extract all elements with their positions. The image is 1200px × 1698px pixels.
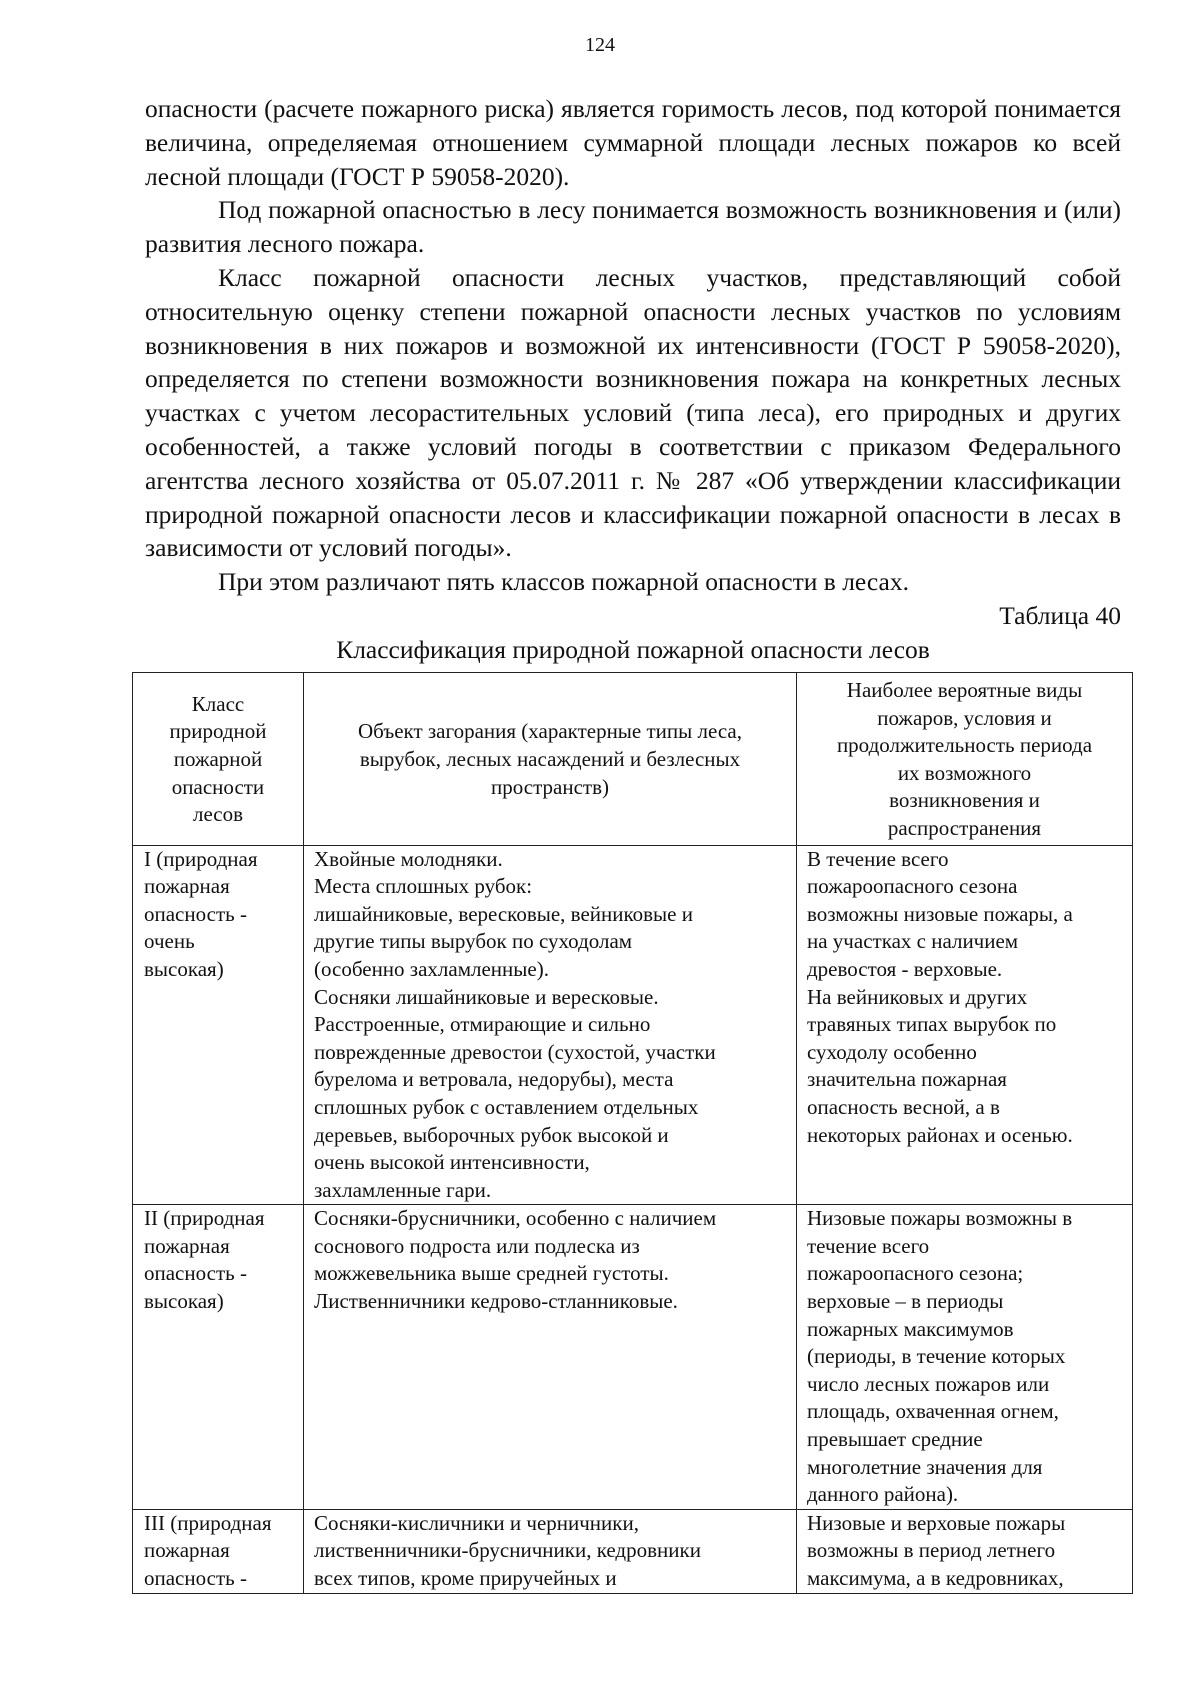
- cell-line: Сосняки-брусничники, особенно с наличием: [314, 1206, 717, 1231]
- cell-line: I (природная: [144, 846, 258, 871]
- cell-line: лишайниковые, вересковые, вейниковые и: [314, 901, 693, 926]
- cell-line: опасность -: [144, 901, 247, 926]
- cell-line: пожарная: [144, 874, 230, 899]
- class-cell: [133, 1205, 304, 1510]
- header-line: вырубок, лесных насаждений и безлесных: [359, 746, 741, 771]
- fires-cell: [797, 845, 1133, 1205]
- cell-line: Сосняки лишайниковые и вересковые.: [314, 984, 659, 1009]
- cell-line: течение всего: [807, 1233, 930, 1258]
- cell-line: максимума, а в кедровниках,: [807, 1566, 1064, 1590]
- cell-line: некоторых районах и осенью.: [807, 1122, 1073, 1147]
- table-row: [133, 845, 1133, 1205]
- cell-line: II (природная: [144, 1206, 265, 1231]
- cell-line: на участках с наличием: [807, 929, 1019, 954]
- table-row: [133, 1509, 1133, 1593]
- cell-line: превышает средние: [807, 1427, 983, 1452]
- paragraph: Под пожарной опасностью в лесу понимается возможность возникновения и (или) развития лесного пожара.: [145, 195, 1121, 259]
- cell-line: древостоя - верховые.: [807, 956, 1003, 981]
- cell-line: всех типов, кроме приручейных и: [314, 1566, 617, 1590]
- cell-line: высокая): [144, 1289, 224, 1314]
- paragraph: опасности (расчете пожарного риска) является горимость лесов, под которой понимается величина, определяемая отношением суммарной площади лесных пожаров ко всей лесной площади (ГОСТ Р 59058-2020).: [145, 94, 1121, 191]
- fires-cell: [797, 1205, 1133, 1510]
- cell-line: верховые – в периоды: [807, 1289, 1004, 1314]
- header-line: их возможного: [897, 760, 1032, 785]
- cell-line: пожароопасного сезона: [807, 874, 1018, 899]
- cell-line: возможны низовые пожары, а: [807, 901, 1073, 926]
- cell-line: данного района).: [807, 1482, 959, 1507]
- cell-line: пожарных максимумов: [807, 1316, 1014, 1341]
- header-line: опасности: [171, 774, 265, 799]
- classification-table: [132, 672, 1133, 1594]
- cell-line: значительна пожарная: [807, 1067, 1007, 1092]
- cell-line: многолетние значения для: [807, 1454, 1043, 1479]
- cell-line: (периоды, в течение которых: [807, 1344, 1066, 1369]
- cell-line: Сосняки-кисличники и черничники,: [314, 1510, 639, 1535]
- body-text: [145, 92, 1121, 667]
- object-cell: [304, 845, 797, 1205]
- cell-line: пожарная: [144, 1233, 230, 1258]
- paragraph: Класс пожарной опасности лесных участков, представляющий собой относительную оценку степени пожарной опасности лесных участков по условиям возникновения в них пожаров и возможной их интенсивности (ГОСТ Р 59058-2020), определяется по степени возможности возникновения пожара на конкретных лесных участках с учетом лесорастительных условий (типа леса), его природных и других особенностей, а также условий погоды в соответствии с приказом Федерального агентства лесного хозяйства от 05.07.2011 г. № 287 «Об утверждении классификации природной пожарной опасности лесов и классификации пожарной опасности в лесах в зависимости от условий погоды».: [145, 262, 1121, 563]
- header-line: распространения: [887, 815, 1042, 840]
- cell-line: бурелома и ветровала, недорубы), места: [314, 1067, 674, 1092]
- header-line: продолжительность периода: [836, 733, 1093, 758]
- cell-line: очень высокой интенсивности,: [314, 1150, 590, 1175]
- header-line: лесов: [192, 802, 244, 827]
- cell-line: пожароопасного сезона;: [807, 1261, 1024, 1286]
- cell-line: сплошных рубок с оставлением отдельных: [314, 1094, 699, 1119]
- header-line: природной: [169, 719, 267, 744]
- table-row: [133, 1205, 1133, 1510]
- cell-line: соснового подроста или подлеска из: [314, 1233, 640, 1258]
- table-header-row: [133, 673, 1133, 846]
- cell-line: В течение всего: [807, 846, 949, 871]
- header-fires: [797, 673, 1133, 846]
- cell-line: поврежденные древостои (сухостой, участки: [314, 1039, 716, 1064]
- cell-line: На вейниковых и других: [807, 984, 1028, 1009]
- cell-line: деревьев, выборочных рубок высокой и: [314, 1122, 669, 1147]
- cell-line: Лиственничники кедрово-стланниковые.: [314, 1289, 678, 1314]
- cell-line: опасность -: [144, 1261, 247, 1286]
- class-cell: [133, 1509, 304, 1593]
- table-label: Таблица 40: [999, 600, 1121, 630]
- cell-line: Низовые пожары возможны в: [807, 1206, 1073, 1231]
- cell-line: III (природная: [144, 1510, 272, 1535]
- cell-line: Расстроенные, отмирающие и сильно: [314, 1012, 651, 1037]
- table-title: Классификация природной пожарной опасности лесов: [336, 634, 930, 664]
- cell-line: Низовые и верховые пожары: [807, 1510, 1066, 1535]
- cell-line: суходолу особенно: [807, 1039, 977, 1064]
- cell-line: площадь, охваченная огнем,: [807, 1399, 1059, 1424]
- cell-line: Хвойные молодняки.: [314, 846, 503, 871]
- object-cell: [304, 1509, 797, 1593]
- class-cell: [133, 845, 304, 1205]
- cell-line: захламленные гари.: [314, 1177, 492, 1202]
- header-object: [304, 673, 797, 846]
- cell-line: можжевельника выше средней густоты.: [314, 1261, 669, 1286]
- header-line: пожаров, условия и: [877, 705, 1052, 730]
- page-number: 124: [585, 34, 615, 56]
- cell-line: возможны в период летнего: [807, 1538, 1056, 1563]
- object-cell: [304, 1205, 797, 1510]
- cell-line: высокая): [144, 956, 224, 981]
- cell-line: (особенно захламленные).: [314, 956, 549, 981]
- cell-line: травяных типах вырубок по: [807, 1012, 1057, 1037]
- cell-line: лиственничники-брусничники, кедровники: [314, 1538, 701, 1563]
- cell-line: число лесных пожаров или: [807, 1371, 1050, 1396]
- cell-line: очень: [144, 929, 195, 954]
- cell-line: другие типы вырубок по суходолам: [314, 929, 633, 954]
- cell-line: опасность весной, а в: [807, 1094, 1000, 1119]
- paragraph: При этом различают пять классов пожарной опасности в лесах.: [218, 567, 909, 597]
- cell-line: Места сплошных рубок:: [314, 874, 533, 899]
- header-line: Объект загорания (характерные типы леса,: [358, 719, 742, 744]
- header-class: [133, 673, 304, 846]
- header-line: Класс: [191, 691, 245, 716]
- header-line: пространств): [491, 774, 609, 799]
- fires-cell: [797, 1509, 1133, 1593]
- cell-line: опасность -: [144, 1566, 247, 1590]
- header-line: возникновения и: [889, 788, 1040, 813]
- header-line: пожарной: [173, 746, 263, 771]
- header-line: Наиболее вероятные виды: [846, 678, 1083, 702]
- cell-line: пожарная: [144, 1538, 230, 1563]
